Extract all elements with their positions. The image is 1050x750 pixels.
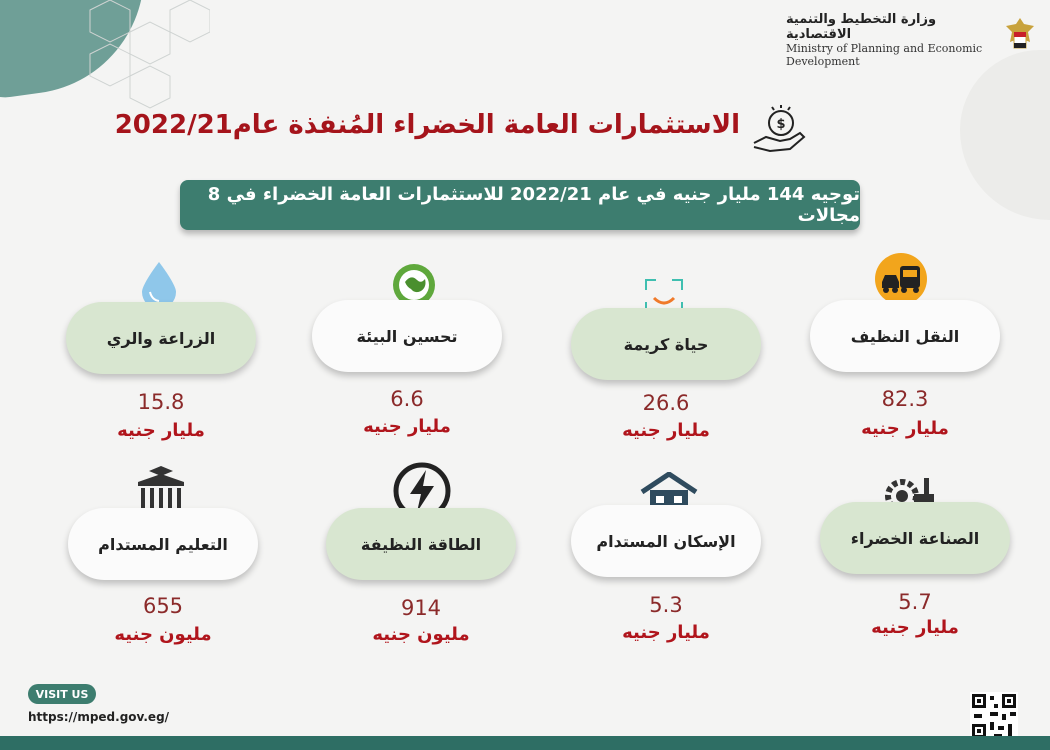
ministry-name-en-line1: Ministry of Planning and Economic bbox=[786, 42, 983, 55]
card-unit: مليار جنيه bbox=[622, 420, 710, 441]
card-label: التعليم المستدام bbox=[98, 534, 228, 554]
card-unit: مليار جنيه bbox=[622, 622, 710, 643]
card-unit: مليون جنيه bbox=[372, 624, 470, 645]
money-hand-icon bbox=[748, 103, 810, 157]
card-value: 914 bbox=[400, 596, 442, 620]
card-unit: مليار جنيه bbox=[861, 418, 949, 439]
ministry-name-ar: وزارة التخطيط والتنمية الاقتصادية bbox=[786, 12, 937, 42]
hex-pattern-decoration bbox=[70, 0, 210, 110]
card-value: 15.8 bbox=[137, 390, 185, 414]
category-card-sustainable-education bbox=[68, 508, 258, 580]
card-value: 655 bbox=[142, 594, 184, 618]
page-title: الاستثمارات العامة الخضراء المُنفذة عام2022/21 bbox=[114, 110, 740, 140]
card-label: النقل النظيف bbox=[850, 326, 960, 346]
ministry-header bbox=[786, 12, 996, 68]
card-label: الصناعة الخضراء bbox=[850, 528, 980, 548]
decorative-shape bbox=[960, 50, 1050, 220]
card-label: تحسين البيئة bbox=[356, 326, 458, 346]
category-card-clean-transport bbox=[810, 300, 1000, 372]
card-unit: مليون جنيه bbox=[114, 624, 212, 645]
bus-car-icon bbox=[874, 252, 928, 306]
category-card-environment bbox=[312, 300, 502, 372]
card-unit: مليار جنيه bbox=[871, 617, 959, 638]
card-value: 5.7 bbox=[898, 590, 932, 614]
card-label: حياة كريمة bbox=[623, 334, 709, 354]
category-card-sustainable-housing bbox=[571, 505, 761, 577]
category-card-decent-life bbox=[571, 308, 761, 380]
ministry-name-en-line2: Development bbox=[786, 55, 860, 68]
category-card-agriculture bbox=[66, 302, 256, 374]
summary-banner: توجيه 144 مليار جنيه في عام 2022/21 للاستثمارات العامة الخضراء في 8 مجالات bbox=[180, 180, 860, 230]
card-unit: مليار جنيه bbox=[363, 416, 451, 437]
card-value: 5.3 bbox=[649, 593, 683, 617]
card-label: الطاقة النظيفة bbox=[360, 534, 482, 554]
card-label: الإسكان المستدام bbox=[596, 531, 736, 551]
card-label: الزراعة والري bbox=[106, 328, 216, 348]
card-value: 26.6 bbox=[642, 391, 690, 415]
category-card-clean-energy bbox=[326, 508, 516, 580]
qr-code-icon bbox=[970, 692, 1018, 740]
svg-text:$: $ bbox=[776, 117, 786, 132]
eagle-emblem-icon bbox=[1002, 14, 1038, 60]
visit-us-badge: VISIT US bbox=[28, 684, 96, 704]
card-value: 82.3 bbox=[881, 387, 929, 411]
category-card-green-industry bbox=[820, 502, 1010, 574]
bottom-bar bbox=[0, 736, 1050, 750]
card-unit: مليار جنيه bbox=[117, 420, 205, 441]
website-link[interactable]: https://mped.gov.eg/ bbox=[28, 710, 170, 724]
card-value: 6.6 bbox=[390, 387, 424, 411]
